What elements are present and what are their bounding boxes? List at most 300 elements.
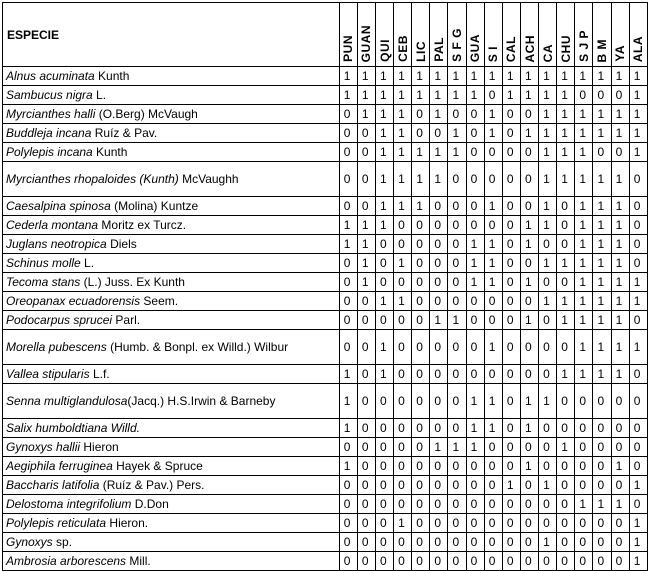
presence-cell: 0 [466, 457, 484, 476]
presence-cell: 0 [430, 124, 448, 143]
presence-cell: 0 [539, 514, 557, 533]
presence-cell: 0 [502, 105, 520, 124]
presence-cell: 0 [466, 143, 484, 162]
presence-cell: 0 [430, 365, 448, 384]
presence-cell: 0 [339, 105, 357, 124]
species-name-cell [3, 533, 340, 552]
presence-cell: 1 [484, 419, 502, 438]
presence-cell: 0 [629, 197, 647, 216]
presence-cell: 1 [375, 330, 393, 365]
presence-cell: 0 [484, 365, 502, 384]
presence-cell: 0 [394, 457, 412, 476]
presence-cell: 1 [629, 67, 647, 86]
presence-cell: 1 [611, 311, 629, 330]
presence-cell: 1 [593, 162, 611, 197]
presence-cell: 1 [611, 105, 629, 124]
presence-cell: 1 [375, 216, 393, 235]
presence-cell: 0 [357, 514, 375, 533]
presence-cell: 0 [412, 105, 430, 124]
presence-cell: 0 [539, 330, 557, 365]
presence-cell: 0 [394, 216, 412, 235]
presence-cell: 1 [448, 143, 466, 162]
presence-cell: 1 [466, 67, 484, 86]
presence-cell: 0 [520, 533, 538, 552]
species-author: (O.Berg) McVaugh [95, 106, 198, 121]
presence-cell: 0 [357, 533, 375, 552]
presence-cell: 0 [448, 365, 466, 384]
presence-cell: 1 [520, 457, 538, 476]
presence-cell: 0 [575, 476, 593, 495]
presence-cell: 1 [629, 476, 647, 495]
presence-cell: 1 [575, 365, 593, 384]
presence-cell: 0 [466, 162, 484, 197]
species-name-cell [3, 438, 340, 457]
presence-cell: 0 [375, 533, 393, 552]
presence-cell: 0 [394, 419, 412, 438]
presence-cell: 0 [466, 311, 484, 330]
presence-cell: 1 [375, 365, 393, 384]
presence-cell: 0 [448, 197, 466, 216]
site-column-header [394, 3, 412, 67]
presence-cell: 0 [375, 235, 393, 254]
site-column-header [539, 3, 557, 67]
presence-cell: 0 [629, 384, 647, 419]
presence-cell: 1 [394, 105, 412, 124]
presence-cell: 0 [375, 457, 393, 476]
presence-cell: 0 [394, 273, 412, 292]
site-column-header [629, 3, 647, 67]
presence-cell: 1 [339, 86, 357, 105]
presence-cell: 0 [557, 419, 575, 438]
presence-cell: 0 [611, 476, 629, 495]
presence-cell: 1 [448, 124, 466, 143]
presence-cell: 0 [448, 384, 466, 419]
presence-cell: 1 [629, 330, 647, 365]
presence-cell: 1 [593, 105, 611, 124]
presence-cell: 1 [430, 438, 448, 457]
species-name-cell [3, 330, 340, 365]
table-row [3, 330, 648, 365]
presence-cell: 0 [520, 495, 538, 514]
presence-cell: 1 [339, 216, 357, 235]
presence-cell: 0 [375, 273, 393, 292]
species-name-cell [3, 197, 340, 216]
presence-cell: 1 [557, 124, 575, 143]
species-scientific-name: Caesalpina spinosa [6, 198, 111, 213]
presence-cell: 0 [466, 495, 484, 514]
presence-cell: 0 [339, 197, 357, 216]
table-row [3, 419, 648, 438]
presence-cell: 1 [611, 365, 629, 384]
presence-cell: 0 [484, 438, 502, 457]
presence-cell: 0 [502, 552, 520, 571]
presence-cell: 1 [394, 514, 412, 533]
presence-cell: 0 [593, 438, 611, 457]
presence-cell: 0 [339, 438, 357, 457]
presence-cell: 1 [339, 457, 357, 476]
presence-cell: 0 [412, 292, 430, 311]
presence-cell: 0 [394, 330, 412, 365]
presence-cell: 1 [629, 533, 647, 552]
presence-cell: 0 [502, 292, 520, 311]
presence-cell: 1 [575, 235, 593, 254]
presence-cell: 0 [629, 162, 647, 197]
presence-cell: 0 [430, 552, 448, 571]
presence-cell: 0 [502, 457, 520, 476]
presence-cell: 1 [575, 495, 593, 514]
presence-cell: 0 [394, 476, 412, 495]
table-row [3, 311, 648, 330]
presence-cell: 1 [394, 67, 412, 86]
presence-cell: 0 [557, 216, 575, 235]
presence-cell: 0 [611, 419, 629, 438]
species-author: (Humb. & Bonpl. ex Willd.) Wilbur [106, 339, 289, 354]
presence-cell: 0 [375, 384, 393, 419]
presence-cell: 0 [502, 143, 520, 162]
presence-cell: 0 [593, 533, 611, 552]
species-scientific-name: Sambucus nigra [6, 87, 93, 102]
species-name-cell [3, 384, 340, 419]
site-column-header [448, 3, 466, 67]
presence-cell: 0 [375, 438, 393, 457]
presence-cell: 0 [357, 330, 375, 365]
presence-cell: 0 [484, 143, 502, 162]
site-column-header [557, 3, 575, 67]
presence-cell: 0 [339, 143, 357, 162]
presence-cell: 0 [357, 197, 375, 216]
species-scientific-name: Delostoma integrifolium [6, 496, 132, 511]
presence-cell: 1 [593, 216, 611, 235]
presence-cell: 1 [593, 235, 611, 254]
table-row [3, 124, 648, 143]
table-row [3, 514, 648, 533]
presence-cell: 0 [520, 330, 538, 365]
table-row [3, 533, 648, 552]
presence-cell: 0 [375, 419, 393, 438]
presence-cell: 1 [339, 365, 357, 384]
presence-cell: 0 [357, 124, 375, 143]
presence-cell: 1 [539, 384, 557, 419]
presence-cell: 1 [539, 124, 557, 143]
species-scientific-name: Baccharis latifolia [6, 477, 100, 492]
presence-cell: 0 [520, 197, 538, 216]
species-name-cell [3, 273, 340, 292]
presence-cell: 1 [448, 311, 466, 330]
presence-cell: 0 [629, 235, 647, 254]
species-name-cell [3, 216, 340, 235]
species-scientific-name: Alnus acuminata [6, 68, 95, 83]
presence-cell: 1 [520, 216, 538, 235]
presence-cell: 1 [593, 273, 611, 292]
presence-cell: 0 [394, 552, 412, 571]
species-author: McVaughh [178, 171, 239, 186]
table-body [3, 67, 648, 571]
presence-cell: 0 [629, 495, 647, 514]
presence-cell: 0 [394, 495, 412, 514]
species-name-cell [3, 105, 340, 124]
species-scientific-name: Polylepis incana [6, 144, 93, 159]
presence-cell: 1 [430, 311, 448, 330]
presence-cell: 1 [629, 273, 647, 292]
presence-cell: 0 [520, 514, 538, 533]
presence-cell: 0 [502, 419, 520, 438]
presence-cell: 0 [520, 143, 538, 162]
table-row [3, 438, 648, 457]
species-scientific-name: Salix humboldtiana Willd. [6, 420, 140, 435]
presence-cell: 0 [339, 533, 357, 552]
site-column-header [339, 3, 357, 67]
presence-cell: 1 [484, 273, 502, 292]
presence-cell: 0 [412, 495, 430, 514]
presence-cell: 1 [502, 476, 520, 495]
presence-cell: 0 [502, 235, 520, 254]
species-name-cell [3, 254, 340, 273]
presence-cell: 1 [375, 143, 393, 162]
presence-cell: 1 [339, 235, 357, 254]
presence-cell: 0 [539, 311, 557, 330]
species-name-cell [3, 365, 340, 384]
presence-cell: 0 [484, 311, 502, 330]
presence-cell: 1 [520, 273, 538, 292]
presence-cell: 0 [484, 86, 502, 105]
presence-cell: 1 [484, 254, 502, 273]
presence-cell: 0 [520, 552, 538, 571]
presence-cell: 0 [629, 365, 647, 384]
presence-cell: 0 [502, 197, 520, 216]
presence-cell: 1 [520, 86, 538, 105]
presence-cell: 1 [357, 67, 375, 86]
presence-cell: 0 [484, 476, 502, 495]
presence-cell: 1 [539, 86, 557, 105]
site-code-label: CA [540, 43, 555, 62]
presence-cell: 1 [394, 197, 412, 216]
presence-cell: 1 [629, 143, 647, 162]
species-scientific-name: Myrcianthes halli [6, 106, 96, 121]
site-code-label: S J P [576, 30, 591, 62]
species-column-header: ESPECIE [3, 3, 340, 67]
table-row [3, 457, 648, 476]
species-scientific-name: Cederla montana [6, 217, 99, 232]
presence-cell: 0 [593, 384, 611, 419]
presence-cell: 1 [593, 67, 611, 86]
table-row [3, 105, 648, 124]
species-author: Hayek & Spruce [112, 458, 203, 473]
presence-cell: 0 [448, 216, 466, 235]
presence-cell: 0 [593, 86, 611, 105]
presence-cell: 0 [357, 419, 375, 438]
presence-cell: 1 [412, 197, 430, 216]
presence-cell: 1 [394, 292, 412, 311]
presence-cell: 1 [375, 292, 393, 311]
presence-cell: 1 [539, 216, 557, 235]
presence-cell: 1 [575, 273, 593, 292]
presence-cell: 0 [629, 216, 647, 235]
presence-cell: 0 [430, 292, 448, 311]
presence-cell: 0 [575, 514, 593, 533]
presence-cell: 1 [629, 124, 647, 143]
presence-cell: 0 [375, 514, 393, 533]
presence-cell: 1 [593, 124, 611, 143]
presence-cell: 0 [611, 552, 629, 571]
presence-cell: 1 [430, 105, 448, 124]
presence-cell: 0 [448, 273, 466, 292]
presence-cell: 0 [466, 292, 484, 311]
presence-cell: 1 [557, 143, 575, 162]
presence-cell: 0 [412, 330, 430, 365]
species-name-cell [3, 495, 340, 514]
presence-cell: 0 [430, 330, 448, 365]
presence-cell: 0 [430, 419, 448, 438]
presence-cell: 0 [575, 533, 593, 552]
presence-cell: 0 [502, 495, 520, 514]
species-author: Diels [106, 236, 137, 251]
presence-cell: 0 [430, 514, 448, 533]
header-row [3, 3, 648, 67]
species-author: Kunth [92, 144, 128, 159]
presence-cell: 1 [611, 235, 629, 254]
presence-cell: 1 [539, 292, 557, 311]
presence-cell: 0 [557, 495, 575, 514]
species-author: sp. [52, 534, 73, 549]
presence-cell: 1 [394, 143, 412, 162]
presence-cell: 0 [448, 552, 466, 571]
site-code-label: CEB [395, 35, 410, 62]
presence-cell: 1 [394, 86, 412, 105]
presence-cell: 0 [557, 384, 575, 419]
presence-cell: 1 [629, 292, 647, 311]
table-row [3, 216, 648, 235]
presence-cell: 0 [629, 311, 647, 330]
presence-cell: 1 [466, 235, 484, 254]
presence-cell: 0 [357, 311, 375, 330]
presence-cell: 1 [375, 197, 393, 216]
presence-cell: 0 [412, 476, 430, 495]
site-column-header [520, 3, 538, 67]
presence-cell: 0 [448, 105, 466, 124]
presence-cell: 0 [412, 533, 430, 552]
species-presence-table [2, 2, 648, 571]
presence-cell: 1 [339, 384, 357, 419]
presence-cell: 1 [520, 235, 538, 254]
presence-cell: 0 [520, 476, 538, 495]
presence-cell: 0 [502, 514, 520, 533]
species-name-cell [3, 476, 340, 495]
table-row [3, 384, 648, 419]
presence-cell: 1 [575, 216, 593, 235]
presence-cell: 1 [629, 86, 647, 105]
presence-cell: 1 [502, 86, 520, 105]
presence-cell: 1 [357, 273, 375, 292]
presence-cell: 1 [575, 143, 593, 162]
presence-cell: 1 [557, 438, 575, 457]
presence-cell: 1 [593, 254, 611, 273]
presence-cell: 0 [339, 330, 357, 365]
presence-cell: 0 [502, 273, 520, 292]
species-name-cell [3, 86, 340, 105]
species-scientific-name: Morella pubescens [6, 339, 107, 354]
species-name-cell [3, 162, 340, 197]
presence-cell: 0 [412, 216, 430, 235]
presence-cell: 0 [484, 514, 502, 533]
species-scientific-name: Myrcianthes rhopaloides (Kunth) [6, 171, 179, 186]
presence-cell: 0 [520, 105, 538, 124]
presence-cell: 0 [357, 292, 375, 311]
presence-cell: 0 [430, 197, 448, 216]
presence-cell: 0 [412, 419, 430, 438]
presence-cell: 0 [520, 162, 538, 197]
table-row [3, 143, 648, 162]
presence-cell: 0 [430, 476, 448, 495]
site-code-label: PAL [431, 37, 446, 62]
presence-cell: 0 [611, 86, 629, 105]
presence-cell: 1 [575, 311, 593, 330]
site-column-header [412, 3, 430, 67]
presence-cell: 0 [339, 552, 357, 571]
species-author: Hieron [80, 439, 119, 454]
presence-cell: 0 [339, 292, 357, 311]
presence-cell: 0 [394, 365, 412, 384]
presence-cell: 1 [466, 273, 484, 292]
presence-cell: 0 [611, 533, 629, 552]
presence-cell: 0 [539, 552, 557, 571]
presence-cell: 0 [466, 533, 484, 552]
presence-cell: 0 [357, 495, 375, 514]
presence-cell: 0 [339, 273, 357, 292]
presence-cell: 0 [575, 86, 593, 105]
presence-cell: 1 [520, 311, 538, 330]
species-name-cell [3, 552, 340, 571]
species-author: D.Don [131, 496, 169, 511]
presence-cell: 1 [611, 495, 629, 514]
presence-cell: 0 [375, 311, 393, 330]
presence-cell: 1 [629, 514, 647, 533]
presence-cell: 1 [375, 105, 393, 124]
species-scientific-name: Schinus molle [6, 255, 81, 270]
presence-cell: 1 [484, 105, 502, 124]
species-scientific-name: Oreopanax ecuadorensis [6, 293, 141, 308]
table-row [3, 67, 648, 86]
presence-cell: 1 [539, 162, 557, 197]
presence-cell: 1 [557, 365, 575, 384]
presence-cell: 1 [339, 419, 357, 438]
presence-cell: 0 [502, 330, 520, 365]
presence-cell: 1 [611, 292, 629, 311]
presence-cell: 0 [448, 254, 466, 273]
presence-cell: 0 [557, 533, 575, 552]
presence-cell: 0 [502, 533, 520, 552]
presence-cell: 0 [484, 162, 502, 197]
species-author: Mill. [126, 553, 151, 568]
presence-cell: 1 [629, 552, 647, 571]
presence-cell: 1 [448, 67, 466, 86]
presence-cell: 1 [611, 197, 629, 216]
species-scientific-name: Aegiphila ferruginea [6, 458, 113, 473]
presence-cell: 0 [339, 254, 357, 273]
site-code-label: YA [613, 45, 628, 62]
site-code-label: B M [595, 38, 610, 62]
presence-cell: 0 [339, 311, 357, 330]
presence-cell: 1 [575, 124, 593, 143]
presence-cell: 0 [357, 365, 375, 384]
species-scientific-name: Juglans neotropica [6, 236, 107, 251]
presence-cell: 0 [539, 235, 557, 254]
presence-cell: 1 [339, 67, 357, 86]
presence-cell: 0 [448, 514, 466, 533]
presence-cell: 0 [466, 216, 484, 235]
presence-cell: 0 [466, 330, 484, 365]
species-author: Kunth [94, 68, 130, 83]
presence-cell: 0 [466, 514, 484, 533]
